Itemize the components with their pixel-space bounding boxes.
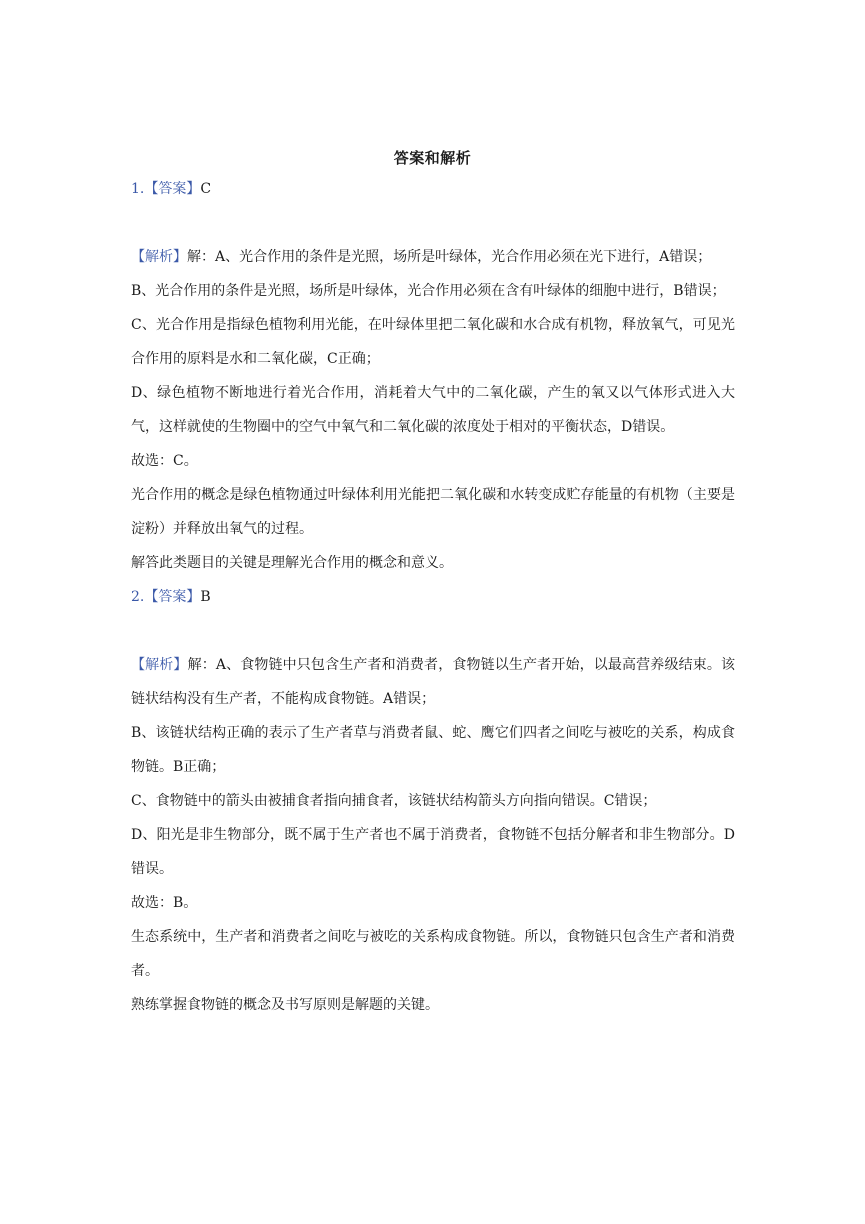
q2-analysis-c: C、食物链中的箭头由被捕食者指向捕食者，该链状结构箭头方向指向错误。C错误； [131,793,657,809]
q2-analysis-a [131,648,735,716]
q1-analysis-b: B、光合作用的条件是光照，场所是叶绿体，光合作用必须在含有叶绿体的细胞中进行，B错误； [131,283,726,299]
q1-answer-value: C [200,181,212,197]
q1-analysis-text: 解：A、光合作用的条件是光照，场所是叶绿体，光合作用必须在光下进行，A错误； [187,249,712,265]
q1-number: 1. [131,181,145,197]
q2-analysis-b: B、该链状结构正确的表示了生产者草与消费者鼠、蛇、鹰它们四者之间吃与被吃的关系，构成食物链。B正确； [131,725,735,775]
q2-concept: 生态系统中，生产者和消费者之间吃与被吃的关系构成食物链。所以，食物链只包含生产者和消费者。 [131,929,735,979]
q1-analysis-a [131,240,735,274]
q1-key-point: 解答此类题目的关键是理解光合作用的概念和意义。 [131,555,453,571]
q1-answer-line [131,172,735,206]
q2-analysis-tag: 【解析】 [131,657,188,673]
q1-analysis-d: D、绿色植物不断地进行着光合作用，消耗着大气中的二氧化碳，产生的氧又以气体形式进入大气，这样就使的生物圈中的空气中氧气和二氧化碳的浓度处于相对的平衡状态，D错误。 [131,385,735,435]
q2-key-point: 熟练掌握食物链的概念及书写原则是解题的关键。 [131,997,439,1013]
spacer [131,206,735,240]
q2-answer-tag: 【答案】 [144,589,201,605]
q1-analysis-c: C、光合作用是指绿色植物利用光能，在叶绿体里把二氧化碳和水合成有机物，释放氧气，可见光合作用的原料是水和二氧化碳，C正确； [131,317,735,367]
q2-answer-line [131,580,735,614]
q2-choice: 故选：B。 [131,895,198,911]
spacer [131,614,735,648]
page-title: 答案和解析 [393,149,472,167]
q2-number: 2. [131,589,145,605]
q1-answer-tag: 【答案】 [144,181,201,197]
q2-answer-value: B [200,589,211,605]
q2-analysis-d: D、阳光是非生物部分，既不属于生产者也不属于消费者，食物链不包括分解者和非生物部分。D错误。 [131,827,735,877]
q2-analysis-text: 解：A、食物链中只包含生产者和消费者，食物链以生产者开始，以最高营养级结束。该链状结构没有生产者，不能构成食物链。A错误； [131,657,736,707]
q1-analysis-tag: 【解析】 [131,249,187,265]
q1-concept: 光合作用的概念是绿色植物通过叶绿体利用光能把二氧化碳和水转变成贮存能量的有机物（主要是淀粉）并释放出氧气的过程。 [131,487,735,537]
answer-content [131,172,735,1022]
q1-choice: 故选：C。 [131,453,198,469]
